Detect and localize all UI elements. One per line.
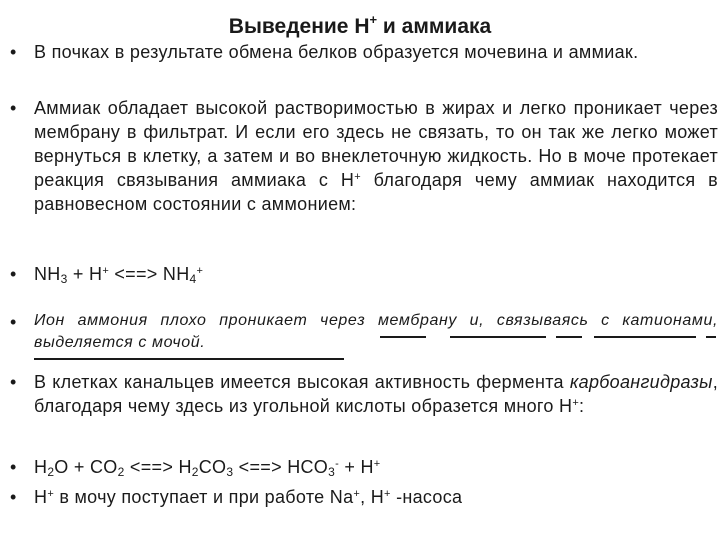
bullet-7-text [34,485,718,509]
b7-h: H [34,487,48,507]
b7-sup: + [384,488,391,500]
bullet-2-part1: Аммиак обладает высокой растворимостью в жирах и легко проникает через мембрану в фильтрат. И если его здесь не связать, то он так же легко может вернуться в клетку, а затем и во внеклеточную жидкость. Но в моче протекает реакция связывания аммиака с H [34,98,718,190]
title-sup: + [369,12,378,27]
eq2-oco: O + CO [54,457,118,477]
page-title [0,6,720,42]
eq-sup-plus: + [102,265,110,277]
b7-sup: + [353,488,361,500]
underline-1 [380,336,426,338]
eq-nh: NH [34,264,61,284]
eq2-sub: 2 [191,465,199,479]
eq-sub-3: 3 [60,272,68,286]
bullet-2-part2: благодаря чему аммиак находится в равновесном состоянии с аммонием: [34,170,718,214]
underline-5 [706,336,716,338]
eq2-co: CO [198,457,227,477]
eq2-sup-minus: - [335,458,340,470]
bullet-5-sup: + [572,397,580,409]
underline-3 [556,336,582,338]
bullet-dot: • [10,487,17,507]
b7-text: в мочу поступает и при работе Na [54,487,354,507]
b7-sup: + [47,488,55,500]
eq2-sub: 3 [328,465,336,479]
eq2-h-plus: + H [339,457,374,477]
bullet-5-part2: , благодаря чему здесь из угольной кислоты образется много H [34,372,718,416]
bullet-dot: • [10,457,17,477]
carbonic-equation [34,455,718,479]
eq2-arrow-hco: <==> HCO [233,457,329,477]
eq-sub-4: 4 [189,272,197,286]
title-text: Выведение H [228,15,370,38]
eq2-h: H [34,457,48,477]
bullet-2-text [34,96,718,216]
bullet-dot: • [10,372,17,392]
b7-h2: , H [360,487,385,507]
bullet-2-sup: + [354,171,361,183]
bullet-5-end: : [579,396,585,416]
title-rest: и аммиака [377,15,492,38]
bullet-dot: • [10,312,17,332]
bullet-1-text: В почках в результате обмена белков образуется мочевина и аммиак. [34,42,639,62]
bullet-dot: • [10,264,17,284]
eq-h: + H [67,264,103,284]
eq2-arrow-h: <==> H [124,457,192,477]
eq-arrow-nh: <==> NH [109,264,190,284]
bullet-5-part1: В клетках канальцев имеется высокая активность фермента [34,372,570,392]
ammonia-equation [34,262,718,286]
enzyme-name: карбоангидразы [569,372,713,392]
eq2-sub: 2 [117,465,125,479]
underline-2 [450,336,546,338]
underline-6 [34,358,344,360]
eq2-sub: 2 [47,465,55,479]
eq2-sup-plus: + [373,458,381,470]
bullet-5-text [34,370,718,418]
bullet-dot: • [10,42,17,62]
underline-4 [594,336,696,338]
bullet-4-text: Ион аммония плохо проникает через мембрану и, связываясь с катионами, выделяется с мочой. [34,312,718,351]
bullet-dot: • [10,98,17,118]
eq-sup-plus-2: + [196,265,204,277]
eq2-sub: 3 [226,465,234,479]
b7-pump: -насоса [390,487,463,507]
